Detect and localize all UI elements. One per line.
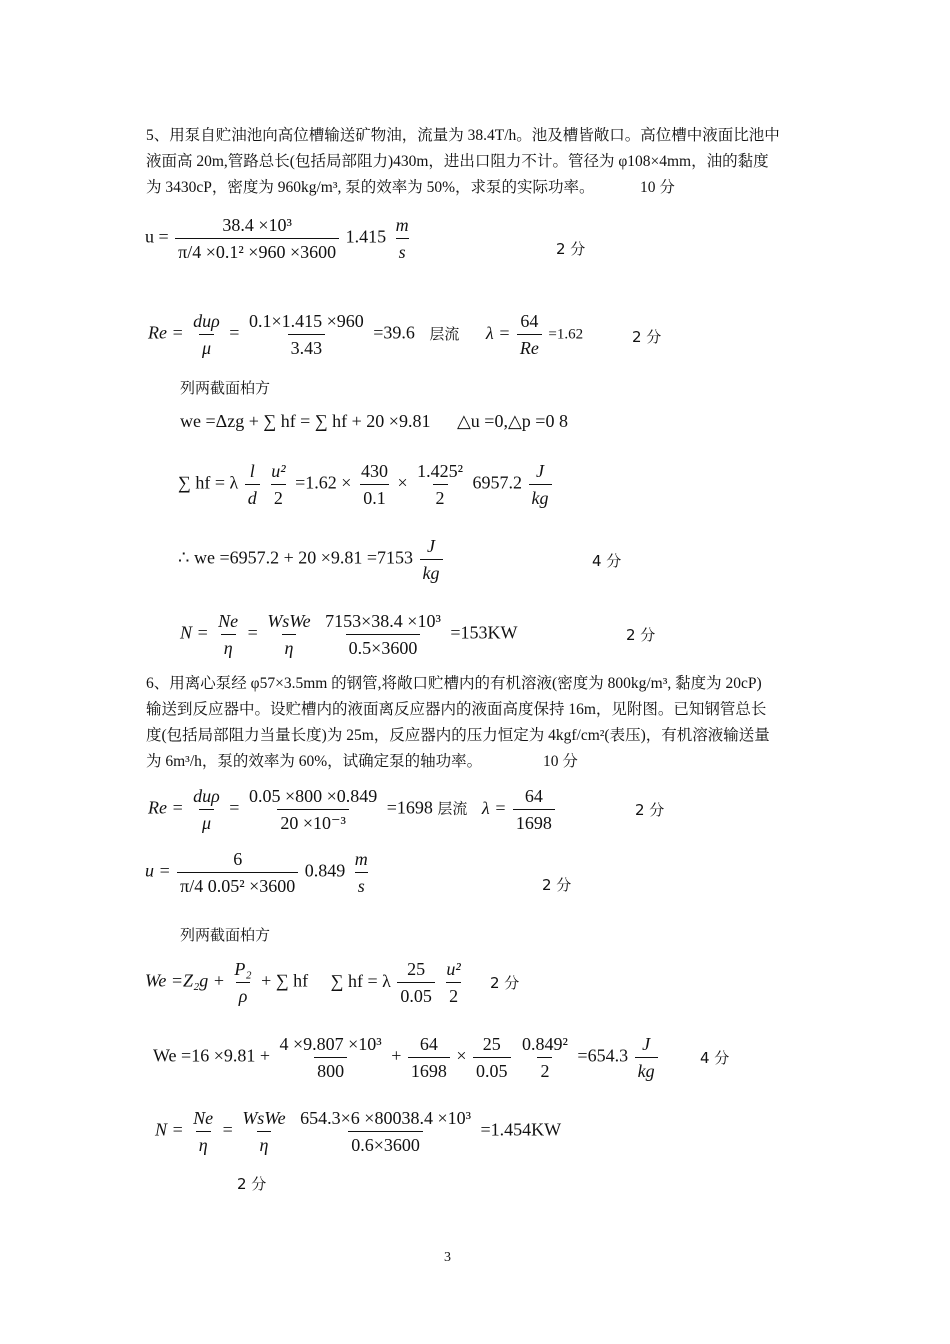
p5-u-unit-den: s [396, 238, 409, 263]
p6-u-frac [177, 848, 298, 897]
p6-we2-unit-num: J [642, 1034, 651, 1054]
p5-lambda-frac [517, 310, 542, 359]
p6-we2-f2 [408, 1033, 450, 1082]
p5-n-score: 2 分 [626, 626, 656, 644]
p6-n-f1d: η [196, 1131, 211, 1156]
p5-we2-text: ∴ we =6957.2 + 20 ×9.81 =7153 [178, 547, 414, 568]
p6-u-unit-num: m [354, 849, 368, 869]
p6-n-score: 2 分 [237, 1175, 267, 1193]
p6-we2-plus: + [391, 1045, 402, 1066]
p6-we-lhs: We =Z₂g + [145, 970, 225, 991]
p5-lambda-val: =1.62 [548, 326, 584, 343]
p5-hf-f2 [414, 460, 466, 509]
p5-eq-hf: ∑ hf = λ $\frac{l}{d}$ $\frac{\text{u²}}{2}$ =1.62 × $\frac{430}{0.1}$ × $\frac{\text{1.425²}}{2}$ 6957.2 $\frac{J}{kg}$ [178, 460, 554, 509]
p6-eq-n: N = $\frac{Ne}{\eta}$ = $\frac{\text{WsWe}}{\eta}$ $\frac{\text{654.3×6 ×80038.4 ×10³}}{0.6\times 3600}$ =1.454KW [155, 1108, 562, 1155]
p6-hf-u [443, 958, 463, 1007]
p6-lambda-num: 64 [524, 786, 543, 806]
p6-u-lhs: u = [145, 860, 171, 881]
p6-u-res: 0.849 [304, 860, 346, 881]
p6-we2-f4n: 0.849² [522, 1034, 568, 1054]
p6-n-f3n: 654.3×6 ×80038.4 ×10³ [300, 1108, 472, 1128]
p6-hf-fn: 25 [407, 959, 426, 979]
p5-hf-u2-num: u² [271, 461, 286, 481]
p6-we-p [231, 958, 254, 1007]
p5-we2-unit-num: J [427, 536, 436, 556]
p5-we2-unit-den: kg [420, 559, 443, 584]
p6-re-f1 [190, 785, 223, 834]
p6-u-unit [352, 848, 371, 897]
p5-eq-re: Re = $\frac{\text{duρ}}{\mu}$ = $\frac{0.1\times 1.415 \times 960}{3.43}$ =39.6 层流 λ = $\frac{64}{Re}$ =1.62 [148, 311, 584, 358]
p5-n-f2d: η [282, 634, 297, 659]
p5-bernoulli-label: 列两截面柏方 [180, 379, 271, 397]
p5-u-lhs: u = [145, 226, 169, 247]
p5-hf-n1: 430 [360, 461, 388, 481]
p5-eq-we [180, 411, 568, 432]
p6-we2-f4d: 2 [537, 1057, 552, 1082]
problem5-text-line3: 为 3430cP，密度为 960kg/m³, 泵的效率为 50%，求泵的实际功率。 [146, 179, 595, 196]
p6-n-f3d: 0.6×3600 [348, 1131, 423, 1156]
p6-we2-f3 [473, 1033, 511, 1082]
p6-u-unit-den: s [355, 872, 368, 897]
p6-hf-ud: 2 [446, 982, 461, 1007]
p6-re-flow: 层流 [437, 799, 468, 818]
problem5-text-line1: 5、用泵自贮油池向高位槽输送矿物油，流量为 38.4T/h。池及槽皆敞口。高位槽中液面比池中 [146, 127, 780, 144]
p6-n-f2d: η [257, 1131, 272, 1156]
p5-n-f3d: 0.5×3600 [346, 634, 421, 659]
p5-re-f2d: 3.43 [288, 334, 326, 359]
p6-we2-f1 [277, 1033, 385, 1082]
p5-lambda-num: 64 [520, 311, 539, 331]
p5-n-f2n: WsWe [267, 611, 311, 631]
p6-hf-fd: 0.05 [397, 982, 435, 1007]
problem6-text-line2: 输送到反应器中。设贮槽内的液面离反应器内的液面高度保持 16m，见附图。已知钢管总长 [146, 701, 767, 718]
p5-hf-res: 6957.2 [472, 472, 522, 493]
p6-n-f2n: WsWe [242, 1108, 286, 1128]
p6-hf-lhs: ∑ hf = λ [330, 970, 391, 991]
p5-re-frac1 [190, 310, 223, 359]
p6-we2-unit [635, 1033, 658, 1082]
p5-u-frac [175, 214, 339, 263]
p6-lambda-den: 1698 [513, 809, 555, 834]
p6-hf-un: u² [446, 959, 461, 979]
problem5-score-total: 10 分 [640, 179, 675, 196]
p5-hf-n2: 1.425² [417, 461, 463, 481]
p5-hf-u2-den: 2 [271, 484, 286, 509]
p6-n-f1n: Ne [193, 1108, 214, 1128]
p6-we2-lhs: We =16 ×9.81 + [153, 1045, 270, 1066]
p6-we-pn: P₂ [234, 959, 252, 979]
p6-lambda-lhs: λ = [481, 797, 507, 818]
p6-we-tail: + ∑ hf [261, 970, 309, 991]
p6-re-res: =1698 [386, 797, 433, 818]
p5-n-f3 [322, 610, 444, 659]
p5-hf-unit-num: J [536, 461, 544, 481]
p5-re-result: =39.6 [373, 322, 415, 343]
p6-n-lhs: N = [155, 1119, 184, 1140]
p6-we2-unit-den: kg [635, 1057, 658, 1082]
problem5-text-line2: 液面高 20m,管路总长(包括局部阻力)430m，进出口阻力不计。管径为 φ108×4mm，油的黏度 [146, 153, 769, 170]
p6-u-den: π/4 0.05² ×3600 [177, 872, 298, 897]
p5-n-f1d: η [221, 634, 236, 659]
p6-we2-res: =654.3 [577, 1045, 629, 1066]
p5-re-score: 2 分 [632, 328, 662, 346]
p5-n-f1n: Ne [218, 611, 239, 631]
p5-n-lhs: N = [180, 622, 209, 643]
p5-re-flow: 层流 [429, 324, 460, 343]
p5-n-f2 [264, 610, 313, 659]
p5-u-result: 1.415 [345, 226, 387, 247]
p6-u-score: 2 分 [542, 876, 572, 894]
page-number: 3 [444, 1250, 451, 1265]
p6-re-f2 [246, 785, 380, 834]
p5-u-unit-num: m [395, 215, 409, 235]
p6-n-f1 [190, 1107, 216, 1156]
p6-n-f3 [297, 1107, 474, 1156]
p6-we2-f3n: 25 [482, 1034, 501, 1054]
problem6-text-line3: 度(包括局部阻力当量长度)为 25m，反应器内的压力恒定为 4kgf/cm²(表压)，有机溶液输送量 [146, 727, 770, 744]
p6-re-f2d: 20 ×10⁻³ [277, 809, 349, 834]
p5-lambda-den: Re [517, 334, 542, 359]
p5-re-f1n: duρ [193, 311, 220, 331]
p6-re-f1n: duρ [193, 786, 220, 806]
p5-hf-unit-den: kg [529, 484, 552, 509]
p5-we2-unit [420, 535, 443, 584]
p6-eq-u [145, 848, 373, 897]
p5-hf-d: d [245, 484, 260, 509]
p5-u-unit [393, 214, 412, 263]
p5-hf-mid: =1.62 × [295, 472, 352, 493]
problem6-text-line4: 为 6m³/h，泵的效率为 60%，试确定泵的轴功率。 [146, 753, 483, 770]
p5-n-res: =153KW [450, 622, 518, 643]
p6-re-score: 2 分 [635, 801, 665, 819]
p6-eq-we2 [153, 1033, 660, 1082]
p5-hf-ld [245, 460, 260, 509]
p5-hf-l: l [249, 461, 255, 481]
p6-u-num: 6 [233, 849, 243, 869]
p6-we2-f4 [519, 1033, 571, 1082]
p5-re-frac2 [246, 310, 367, 359]
p6-we2-f3d: 0.05 [473, 1057, 511, 1082]
problem6-score-total: 10 分 [543, 753, 578, 770]
p5-we-text: we =Δzg + ∑ hf = ∑ hf + 20 ×9.81 [180, 411, 431, 431]
p6-re-f2n: 0.05 ×800 ×0.849 [248, 786, 378, 806]
p5-hf-unit [529, 460, 552, 509]
p6-n-f2 [239, 1107, 288, 1156]
p6-we-pd: ρ [236, 982, 251, 1007]
p6-we2-f2d: 1698 [408, 1057, 450, 1082]
p6-we-score: 2 分 [490, 974, 520, 992]
problem6-text-line1: 6、用离心泵经 φ57×3.5mm 的钢管,将敞口贮槽内的有机溶液(密度为 800kg/m³, 黏度为 20cP) [146, 675, 762, 692]
p6-eq-re: Re = $\frac{\text{duρ}}{\mu}$ = $\frac{0.05 \times 800 \times 0.849}{\text{20 ×10⁻³}}$ =1698 层流 λ = $\frac{64}{1698}$ [148, 785, 557, 834]
p5-re-f2n: 0.1×1.415 ×960 [248, 311, 364, 331]
p6-re-f1d: μ [199, 809, 214, 834]
p6-re-lhs: Re = [148, 797, 184, 818]
p5-hf-d2: 2 [433, 484, 448, 509]
p5-eq-we2 [178, 535, 445, 584]
p5-we-note: △u =0,△p =0 8 [456, 411, 568, 431]
p6-we2-f1d: 800 [314, 1057, 347, 1082]
p5-u-den: π/4 ×0.1² ×960 ×3600 [175, 238, 339, 263]
p5-we2-score: 4 分 [592, 552, 622, 570]
p5-n-f1 [215, 610, 241, 659]
p5-re-f1d: μ [199, 334, 214, 359]
p6-we2-f2n: 64 [419, 1034, 438, 1054]
p6-we2-score: 4 分 [700, 1049, 730, 1067]
p6-we2-f1n: 4 ×9.807 ×10³ [279, 1034, 382, 1054]
p5-lambda-lhs: λ = [485, 322, 511, 343]
p5-hf-u2 [268, 460, 288, 509]
p5-hf-lhs: ∑ hf = λ [178, 472, 239, 493]
p6-bernoulli-label: 列两截面柏方 [180, 926, 271, 944]
p5-eq-u [145, 214, 414, 263]
p6-we2-times: × [456, 1045, 467, 1066]
p5-u-num: 38.4 ×10³ [222, 215, 292, 235]
p5-re-lhs: Re = [148, 322, 184, 343]
p5-eq-n: N = $\frac{Ne}{\eta}$ = $\frac{\text{WsWe}}{\eta}$ $\frac{\text{7153×38.4 ×10³}}{0.5\times 3600}$ =153KW [180, 611, 518, 658]
p5-hf-d1: 0.1 [360, 484, 389, 509]
p5-hf-f1 [358, 460, 391, 509]
p6-n-res: =1.454KW [480, 1119, 562, 1140]
p6-lambda-frac [513, 785, 555, 834]
p5-u-score: 2 分 [556, 240, 586, 258]
p6-eq-we [145, 958, 466, 1007]
p5-n-f3n: 7153×38.4 ×10³ [325, 611, 441, 631]
p6-hf-f [397, 958, 435, 1007]
